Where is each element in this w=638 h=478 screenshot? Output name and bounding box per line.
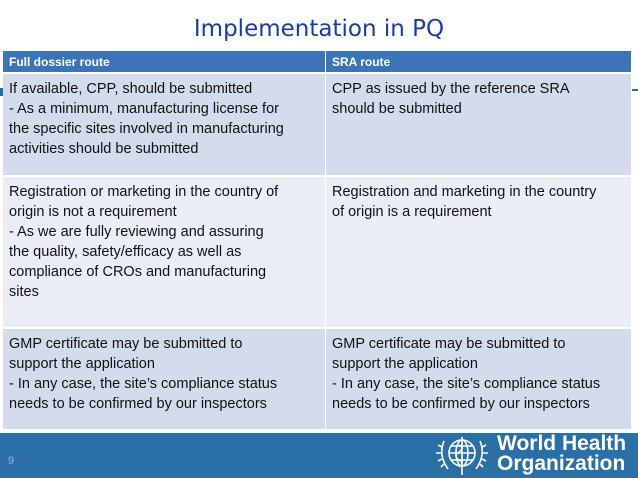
cell-text-line: - As a minimum, manufacturing license for	[9, 101, 279, 117]
cell-text-line: If available, CPP, should be submitted	[9, 81, 253, 97]
footer-bar	[0, 433, 638, 478]
cell-text-line: compliance of CROs and manufacturing	[9, 264, 267, 280]
who-logo-text	[497, 434, 626, 474]
table-row	[3, 73, 632, 176]
cell-text-line: support the application	[9, 356, 155, 372]
cell-text-line: Registration or marketing in the country of	[9, 184, 279, 200]
comparison-table	[3, 51, 632, 429]
slide-title: Implementation in PQ	[193, 16, 445, 42]
cell-text-line: should be submitted	[332, 101, 462, 117]
who-logo-line2: Organization	[497, 452, 626, 475]
cell-text-line: needs to be confirmed by our inspectors	[332, 396, 590, 412]
table-cell-sra	[326, 328, 632, 429]
cell-text-line: needs to be confirmed by our inspectors	[9, 396, 267, 412]
who-emblem-icon	[432, 433, 492, 478]
cell-text-line: of origin is a requirement	[332, 204, 492, 220]
table-cell-sra	[326, 73, 632, 176]
cell-text-line: - In any case, the site’s compliance status	[9, 376, 278, 392]
cell-text-line: sites	[9, 284, 39, 300]
cell-text-line: the quality, safety/efficacy as well as	[9, 244, 242, 260]
column-header-full-dossier: Full dossier route	[3, 51, 326, 73]
cell-text-line: Registration and marketing in the country	[332, 184, 597, 200]
cell-text-line: support the application	[332, 356, 478, 372]
table-row	[3, 328, 632, 429]
table-header-row	[3, 51, 632, 73]
cell-text-line: - As we are fully reviewing and assuring	[9, 224, 264, 240]
cell-text-line: GMP certificate may be submitted to	[9, 336, 243, 352]
table-cell-full-dossier	[3, 176, 326, 328]
cell-text-line: GMP certificate may be submitted to	[332, 336, 566, 352]
table-row	[3, 176, 632, 328]
who-logo-line1: World Health	[497, 432, 627, 455]
table-cell-sra	[326, 176, 632, 328]
cell-text-line: activities should be submitted	[9, 141, 199, 157]
cell-text-line: - In any case, the site’s compliance status	[332, 376, 601, 392]
column-header-sra: SRA route	[326, 51, 632, 73]
cell-text-line: CPP as issued by the reference SRA	[332, 81, 570, 97]
cell-text-line: origin is not a requirement	[9, 204, 177, 220]
table-cell-full-dossier	[3, 328, 326, 429]
cell-text-line: the specific sites involved in manufacturing	[9, 121, 284, 137]
page-number: 9	[8, 455, 15, 467]
table-cell-full-dossier	[3, 73, 326, 176]
